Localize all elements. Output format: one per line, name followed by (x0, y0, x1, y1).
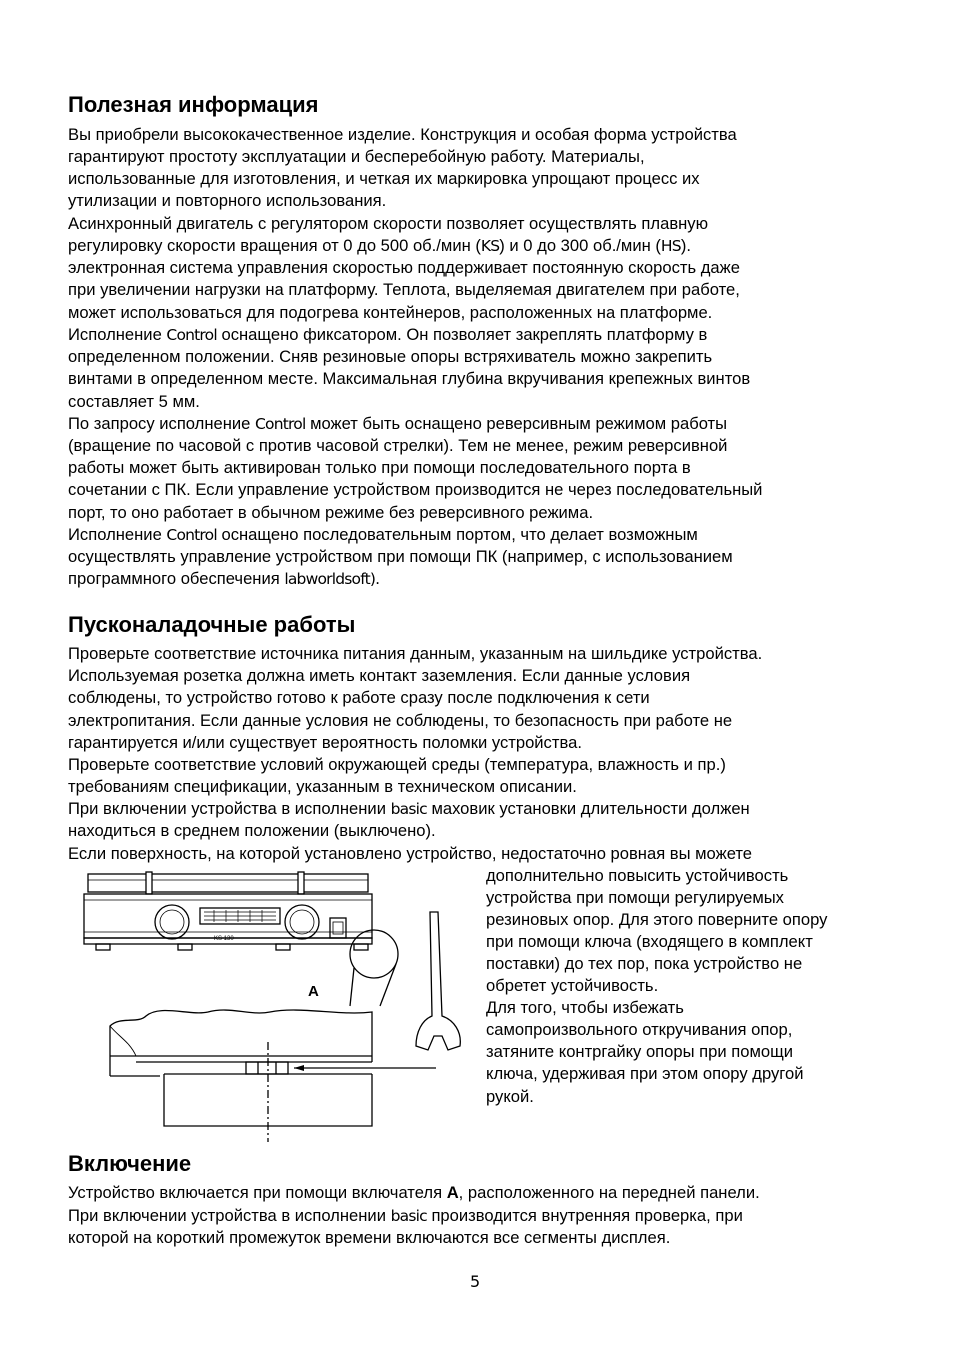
text-line: При включении устройства в исполнении basic маховик установки длительности должен (68, 799, 750, 818)
text-line: программного обеспечения labworldsoft). (68, 569, 380, 588)
text-line: определенном положении. Сняв резиновые опоры встряхиватель можно закрепить (68, 347, 713, 366)
text-line: электронная система управления скоростью поддерживает постоянную скорость даже (68, 258, 740, 277)
text-line: Используемая розетка должна иметь контакт заземления. Если данные условия (68, 666, 691, 685)
text-line: Асинхронный двигатель с регулятором скорости позволяет осуществлять плавную (68, 214, 709, 233)
text-line: Устройство включается при помощи включателя A, расположенного на передней панели. (68, 1183, 760, 1202)
text-line-right: рукой. (486, 1087, 534, 1106)
section-title-switching-on: Включение (68, 1151, 192, 1176)
text-line: Исполнение Control оснащено фиксатором. Он позволяет закреплять платформу в (68, 325, 708, 344)
text-line: (вращение по часовой с против часовой стрелки). Тем не менее, режим реверсивной (68, 436, 728, 455)
text-line: По запросу исполнение Control может быть оснащено реверсивным режимом работы (68, 414, 728, 433)
section-title-commissioning: Пусконаладочные работы (68, 612, 356, 637)
text-line: может использоваться для подогрева контейнеров, расположенных на платформе. (68, 303, 713, 322)
text-line: соблюдены, то устройство готово к работе сразу после подключения к сети (68, 688, 650, 707)
text-line-right: устройства при помощи регулируемых (486, 888, 784, 907)
device-foot-adjustment-illustration (80, 866, 470, 1142)
wrench-icon (416, 912, 460, 1050)
text-line: требованиям спецификации, указанным в техническом описании. (68, 777, 577, 796)
enlarged-device-edge (110, 1010, 372, 1062)
device-platform (88, 874, 368, 892)
text-line: которой на короткий промежуток времени включаются все сегменты дисплея. (68, 1228, 671, 1247)
text-line: Проверьте соответствие источника питания данным, указанным на шильдике устройства. (68, 644, 763, 663)
text-line: находиться в среднем положении (выключено). (68, 821, 436, 840)
text-line-right: при помощи ключа (входящего в комплект (486, 932, 813, 951)
text-line: регулировку скорости вращения от 0 до 500 об./мин (KS) и 0 до 300 об./мин (HS). (68, 236, 691, 255)
text-line: при увеличении нагрузки на платформу. Теплота, выделяемая двигателем при работе, (68, 280, 740, 299)
text-line: утилизации и повторного использования. (68, 191, 387, 210)
text-line: При включении устройства в исполнении basic производится внутренняя проверка, при (68, 1206, 743, 1225)
text-line: гарантируют простоту эксплуатации и бесперебойную работу. Материалы, (68, 147, 645, 166)
text-line-right: ключа, удерживая при этом опору другой (486, 1064, 804, 1083)
text-line: Исполнение Control оснащено последовательным портом, что делает возможным (68, 525, 698, 544)
text-line: гарантируется и/или существует вероятность поломки устройства. (68, 733, 582, 752)
text-line-right: поставки) до тех пор, пока устройство не (486, 954, 803, 973)
text-line: осуществлять управление устройством при помощи ПК (например, с использованием (68, 547, 733, 566)
text-line-right: самопроизвольного откручивания опор, (486, 1020, 793, 1039)
figure-label-a: A (308, 983, 319, 1000)
power-switch-a (330, 918, 346, 938)
text-line: Если поверхность, на которой установлено устройство, недостаточно ровная вы можете (68, 844, 753, 863)
page-number: 5 (470, 1272, 481, 1291)
text-line: работы может быть активирован только при помощи последовательного порта в (68, 458, 691, 477)
text-line: использованные для изготовления, и четкая их маркировка упрощают процесс их (68, 169, 700, 188)
text-line-right: Для того, чтобы избежать (486, 998, 684, 1017)
text-line-right: обретет устойчивость. (486, 976, 659, 995)
section-title-useful-info: Полезная информация (68, 92, 319, 117)
text-line: Вы приобрели высококачественное изделие. Конструкция и особая форма устройства (68, 125, 737, 144)
text-line: порт, то оно работает в обычном режиме без реверсивного режима. (68, 503, 594, 522)
device-foot (96, 944, 110, 950)
foot-locknut (246, 1062, 288, 1074)
svg-text:KS 130: KS 130 (214, 936, 234, 942)
text-line-right: резиновых опор. Для этого поверните опору (486, 910, 828, 929)
text-line: составляет 5 мм. (68, 392, 200, 411)
text-line: винтами в определенном месте. Максимальная глубина вкручивания крепежных винтов (68, 369, 751, 388)
text-line-right: затяните контргайку опоры при помощи (486, 1042, 794, 1061)
text-line: Проверьте соответствие условий окружающей среды (температура, влажность и пр.) (68, 755, 726, 774)
magnifier-circle (350, 930, 398, 978)
text-line-right: дополнительно повысить устойчивость (486, 866, 789, 885)
text-line: сочетании с ПК. Если управление устройством производится не через последовательный (68, 480, 763, 499)
text-line: электропитания. Если данные условия не соблюдены, то безопасность при работе не (68, 711, 733, 730)
